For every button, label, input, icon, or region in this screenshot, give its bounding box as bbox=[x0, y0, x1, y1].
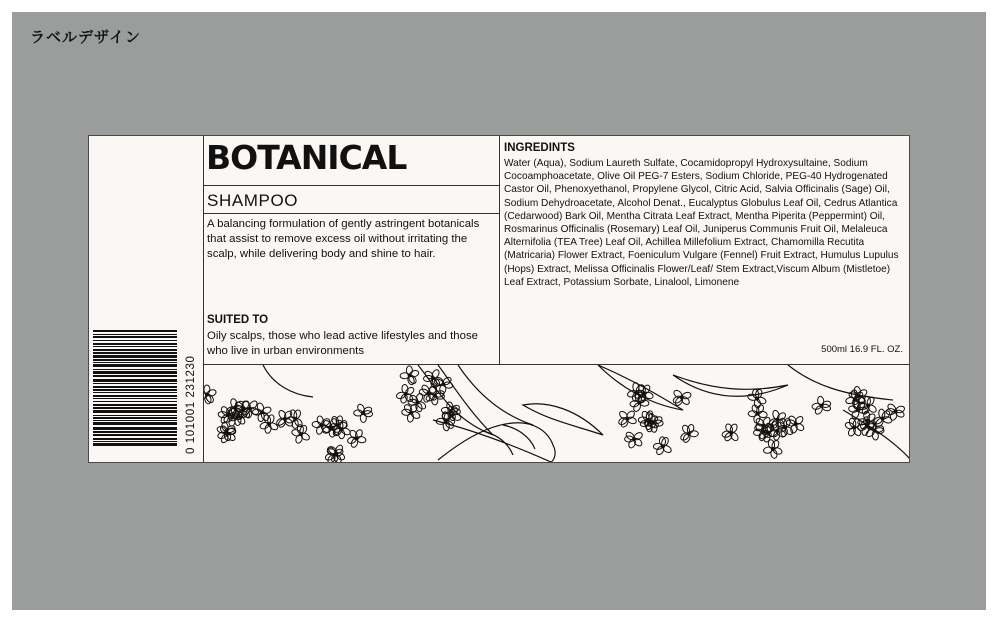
barcode bbox=[93, 326, 195, 462]
barcode-bar bbox=[93, 389, 177, 391]
barcode-bar bbox=[93, 359, 177, 361]
botanical-illustration bbox=[203, 365, 910, 463]
barcode-bar bbox=[93, 404, 177, 406]
barcode-bar bbox=[93, 401, 177, 402]
barcode-bar bbox=[93, 420, 177, 421]
barcode-bar bbox=[93, 398, 177, 399]
barcode-bar bbox=[93, 427, 177, 430]
barcode-bar bbox=[93, 369, 177, 370]
ingredients-heading: INGREDINTS bbox=[504, 142, 575, 154]
barcode-bar bbox=[93, 422, 177, 425]
barcode-bar bbox=[93, 340, 177, 341]
barcode-bar bbox=[93, 441, 177, 442]
ingredients-list: Water (Aqua), Sodium Laureth Sulfate, Cocamidopropyl Hydroxysultaine, Sodium Cocoamphoacetate, Olive Oil PEG-7 Esters, Sodium Chloride, PEG-40 Hydrogenated Castor Oil, Phenoxyethanol, Propylene Glycol, Citric Acid, Salvia Officinalis (Sage) Oil, Sodium Dehydroacetate, Alcohol Denat., Eucalyptus Globulus Leaf Oil, Cedrus Atlantica (Cedarwood) Bark Oil, Mentha Citrata Leaf Extract, Mentha Piperita (Peppermint) Oil, Rosmarinus Officinalis (Rosemary) Leaf Oil, Juniperus Communis Fruit Oil, Melaleuca Alternifolia (TEA Tree) Leaf Oil, Achillea Millefolium Extract, Chamomilla Recutita (Matricaria) Flower Extract, Foeniculum Vulgare (Fennel) Fruit Extract, Humulus Lupulus (Hops) Extract, Melissa Officinalis Flower/Leaf/ Stem Extract,Viscum Album (Mistletoe) Leaf Extract, Potassium Sorbate, Linalool, Limonene bbox=[504, 158, 899, 288]
barcode-bar bbox=[93, 346, 177, 347]
barcode-bar bbox=[93, 438, 177, 440]
product-description: A balancing formulation of gently astringent botanicals that assist to remove excess oil without irritating the scalp, while delivering body and shine to hair. bbox=[207, 218, 480, 260]
brand-cell bbox=[203, 136, 499, 186]
barcode-panel bbox=[89, 136, 204, 462]
brand-name: BOTANICAL bbox=[206, 138, 407, 177]
suited-to-text: Oily scalps, those who lead active lifestyles and those who live in urban environments bbox=[207, 330, 478, 357]
barcode-bar bbox=[93, 415, 177, 416]
barcode-bar bbox=[93, 334, 177, 335]
barcode-number-container bbox=[185, 326, 197, 454]
barcode-bar bbox=[93, 417, 177, 419]
barcode-bar bbox=[93, 431, 177, 433]
barcode-bar bbox=[93, 392, 177, 393]
barcode-bars bbox=[93, 330, 177, 446]
barcode-bar bbox=[93, 343, 177, 345]
description-cell bbox=[203, 214, 499, 364]
barcode-bar bbox=[93, 375, 177, 377]
barcode-bar bbox=[93, 352, 177, 354]
barcode-bar bbox=[93, 349, 177, 351]
product-name: SHAMPOO bbox=[207, 191, 299, 210]
barcode-bar bbox=[93, 383, 177, 384]
ingredients-cell bbox=[499, 136, 910, 364]
volume-text: 500ml 16.9 FL. OZ. bbox=[821, 344, 903, 355]
product-cell bbox=[203, 186, 499, 214]
barcode-bar bbox=[93, 364, 177, 367]
barcode-number: 0 101001 231230 bbox=[185, 355, 197, 454]
barcode-bar bbox=[93, 434, 177, 436]
shampoo-label bbox=[88, 135, 910, 463]
barcode-bar bbox=[93, 330, 177, 332]
barcode-bar bbox=[93, 355, 177, 358]
barcode-bar bbox=[93, 371, 177, 374]
barcode-bar bbox=[93, 362, 177, 363]
barcode-bar bbox=[93, 410, 177, 413]
barcode-bar bbox=[93, 395, 177, 397]
barcode-bar bbox=[93, 443, 177, 446]
suited-to-heading: SUITED TO bbox=[207, 314, 269, 326]
barcode-bar bbox=[93, 386, 177, 388]
barcode-bar bbox=[93, 407, 177, 409]
barcode-bar bbox=[93, 336, 177, 338]
page-title: ラベルデザイン bbox=[30, 28, 141, 46]
barcode-bar bbox=[93, 379, 177, 382]
